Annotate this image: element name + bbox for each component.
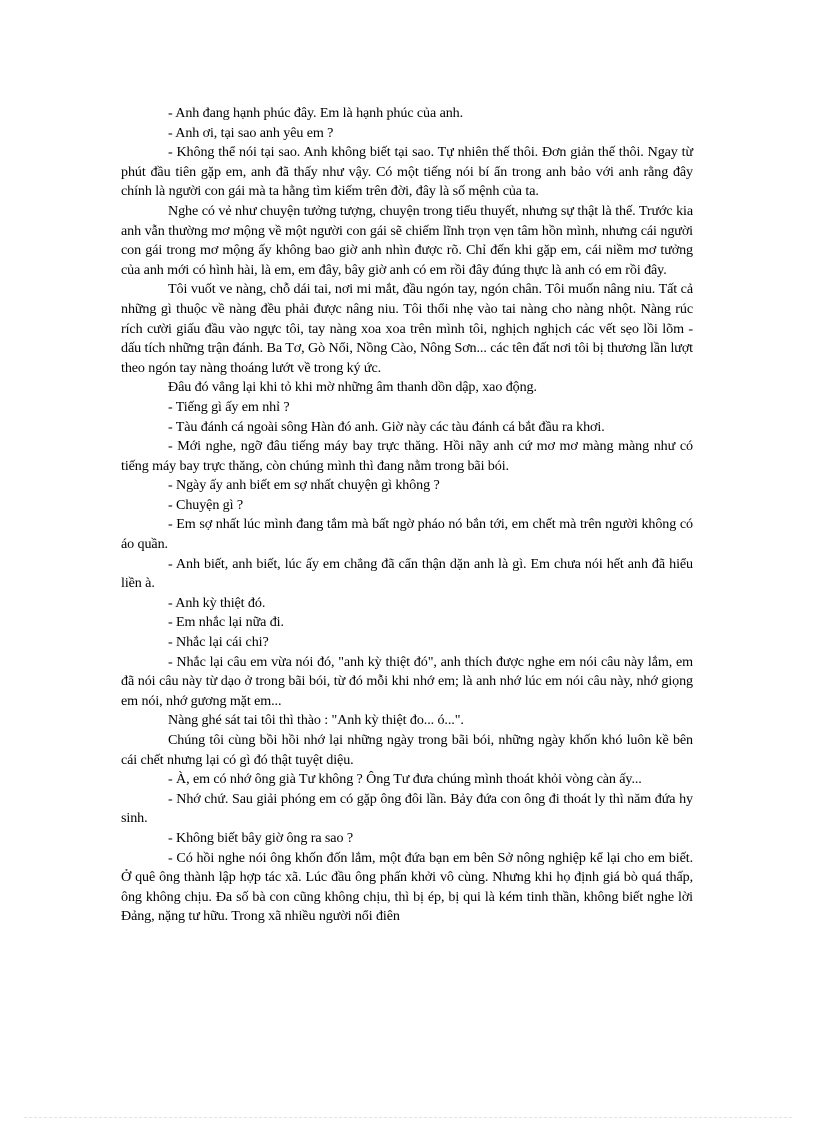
paragraph-10: - Ngày ấy anh biết em sợ nhất chuyện gì không ?: [168, 477, 440, 494]
paragraph-15: - Em nhắc lại nữa đi.: [168, 614, 284, 631]
paragraph-6: Đâu đó vẳng lại khi tỏ khi mờ những âm thanh dồn dập, xao động.: [168, 379, 537, 396]
paragraph-21: - Nhớ chứ. Sau giải phóng em có gặp ông đôi lần. Bảy đứa con ông đi thoát ly thì năm đứa hy sinh.: [121, 790, 693, 827]
paragraph-8: - Tàu đánh cá ngoài sông Hàn đó anh. Giờ này các tàu đánh cá bắt đầu ra khơi.: [168, 418, 605, 435]
paragraph-13: - Anh biết, anh biết, lúc ấy em chẳng đã cẩn thận dặn anh là gì. Em chưa nói hết anh đã hiểu liền à.: [121, 555, 693, 592]
paragraph-5: Tôi vuốt ve nàng, chỗ dái tai, nơi mi mắt, đầu ngón tay, ngón chân. Tôi muốn nâng niu. Tất cả những gì thuộc về nàng đều phải được nâng niu. Tôi thổi nhẹ vào tai nàng cho nàng nhột. Nàng rúc rích cười giấu đầu vào ngực tôi, tay nàng xoa xoa trên mình tôi, nghịch nghịch các vết sẹo lồi lõm - dấu tích những trận đánh. Ba Tơ, Gò Nổi, Nồng Cào, Nông Sơn... các tên đất nơi tôi bị thương lần lượt theo ngón tay nàng thoáng lướt về trong ký ức.: [121, 281, 693, 376]
paragraph-17: - Nhắc lại câu em vừa nói đó, "anh kỳ thiệt đó", anh thích được nghe em nói câu này lắm, em đã nói câu này từ dạo ở trong bãi bói, từ đó mỗi khi nhớ em; là anh nhớ lúc em nói câu này, nhớ giọng em nói, nhớ gương mặt em...: [121, 653, 693, 709]
paragraph-20: - À, em có nhớ ông già Tư không ? Ông Tư đưa chúng mình thoát khỏi vòng càn ấy...: [168, 771, 642, 788]
paragraph-19: Chúng tôi cùng bồi hồi nhớ lại những ngày trong bãi bói, những ngày khốn khó luôn kề bên cái chết nhưng lại có gì đó thật tuyệt diệu.: [121, 732, 693, 768]
paragraph-14: - Anh kỳ thiệt đó.: [168, 594, 266, 611]
paragraph-23: - Có hồi nghe nói ông khốn đốn lắm, một đứa bạn em bên Sở nông nghiệp kể lại cho em biết. Ở quê ông thành lập hợp tác xã. Lúc đầu ông phấn khởi vô cùng. Nhưng khi họ định giá bò quá thấp, ông không chịu. Đa số bà con cũng không chịu, thì bị ép, bị qui là kém tinh thần, không biết nghe lời Đảng, nặng tư hữu. Trong xã nhiều người nổi điên: [121, 849, 693, 925]
paragraph-16: - Nhắc lại cái chi?: [168, 634, 269, 651]
story-text: [121, 104, 693, 927]
paragraph-22: - Không biết bây giờ ông ra sao ?: [168, 829, 353, 846]
paragraph-11: - Chuyện gì ?: [168, 496, 244, 513]
paragraph-2: - Anh ơi, tại sao anh yêu em ?: [168, 124, 334, 141]
paragraph-1: - Anh đang hạnh phúc đây. Em là hạnh phúc của anh.: [168, 105, 464, 121]
paragraph-3: - Không thể nói tại sao. Anh không biết tại sao. Tự nhiên thế thôi. Đơn giản thế thôi. Ngay từ phút đầu tiên gặp em, anh đã thấy như vậy. Có một tiếng nói bí ẩn trong anh bảo với anh rằng đây chính là người con gái mà ta hằng tìm kiếm trên đời, đây là số mệnh của ta.: [121, 144, 693, 200]
paragraph-12: - Em sợ nhất lúc mình đang tắm mà bất ngờ pháo nó bắn tới, em chết mà trên người không có áo quần.: [121, 516, 693, 553]
paragraph-4: Nghe có vẻ như chuyện tưởng tượng, chuyện trong tiểu thuyết, nhưng sự thật là thế. Trước kia anh vẫn thường mơ mộng về một người con gái sẽ chiếm lĩnh trọn vẹn tâm hồn mình, nhưng cái người con gái trong mơ mộng ấy không bao giờ anh nhìn được rõ. Chỉ đến khi gặp em, cái niềm mơ tưởng của anh mới có hình hài, là em, em đây, bây giờ anh có em rồi đây đúng thực là anh có em rồi đây.: [121, 202, 693, 278]
page-bottom-divider: [24, 1117, 792, 1118]
paragraph-7: - Tiếng gì ấy em nhỉ ?: [168, 398, 290, 415]
paragraph-18: Nàng ghé sát tai tôi thì thào : "Anh kỳ thiệt đo... ó...".: [168, 712, 464, 729]
paragraph-9: - Mới nghe, ngỡ đâu tiếng máy bay trực thăng. Hồi nãy anh cứ mơ mơ màng màng như có tiếng máy bay trực thăng, còn chúng mình thì đang nằm trong bãi bói.: [121, 438, 693, 474]
